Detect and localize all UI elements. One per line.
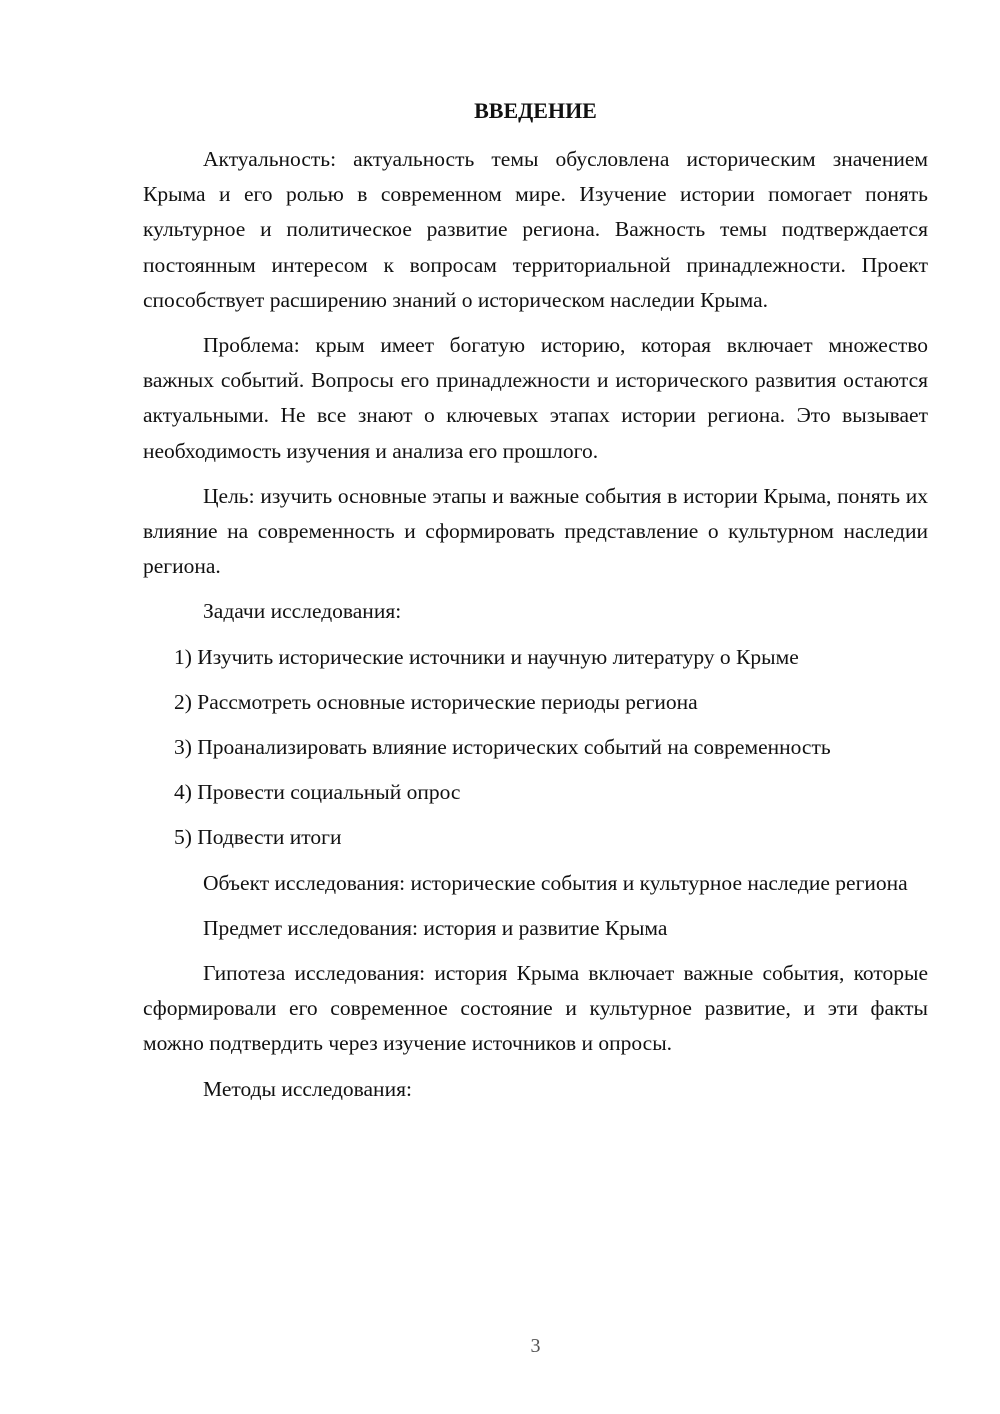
document-body — [143, 142, 928, 1117]
list-item-task-2: 2) Рассмотреть основные исторические периоды региона — [174, 689, 698, 714]
paragraph-goal: Цель: изучить основные этапы и важные события в истории Крыма, понять их влияние на современность и сформировать представление о культурном наследии региона. — [143, 483, 928, 579]
paragraph-relevance: Актуальность: актуальность темы обусловлена историческим значением Крыма и его ролью в современном мире. Изучение истории помогает понять культурное и политическое развитие региона. Важность темы подтверждается постоянным интересом к вопросам территориальной принадлежности. Проект способствует расширению знаний о историческом наследии Крыма. — [143, 147, 928, 312]
document-page — [143, 0, 928, 1414]
paragraph-subject: Предмет исследования: история и развитие Крыма — [203, 915, 668, 940]
list-item-task-1: 1) Изучить исторические источники и научную литературу о Крыме — [174, 644, 799, 669]
paragraph-problem: Проблема: крым имеет богатую историю, которая включает множество важных событий. Вопросы его принадлежности и исторического развития остаются актуальными. Не все знают о ключевых этапах истории региона. Это вызывает необходимость изучения и анализа его прошлого. — [143, 333, 928, 463]
paragraph-hypothesis: Гипотеза исследования: история Крыма включает важные события, которые сформировали его современное состояние и культурное развитие, и эти факты можно подтвердить через изучение источников и опросы. — [143, 961, 928, 1056]
page-title: ВВЕДЕНИЕ — [474, 98, 597, 123]
list-item-task-5: 5) Подвести итоги — [174, 825, 342, 850]
page-number: 3 — [530, 1335, 541, 1357]
list-item-task-4: 4) Провести социальный опрос — [174, 780, 461, 805]
paragraph-object: Объект исследования: исторические события и культурное наследие региона — [203, 870, 908, 895]
list-item-task-3: 3) Проанализировать влияние исторических событий на современность — [174, 735, 831, 760]
methods-heading: Методы исследования: — [203, 1076, 412, 1101]
tasks-heading: Задачи исследования: — [203, 599, 402, 624]
